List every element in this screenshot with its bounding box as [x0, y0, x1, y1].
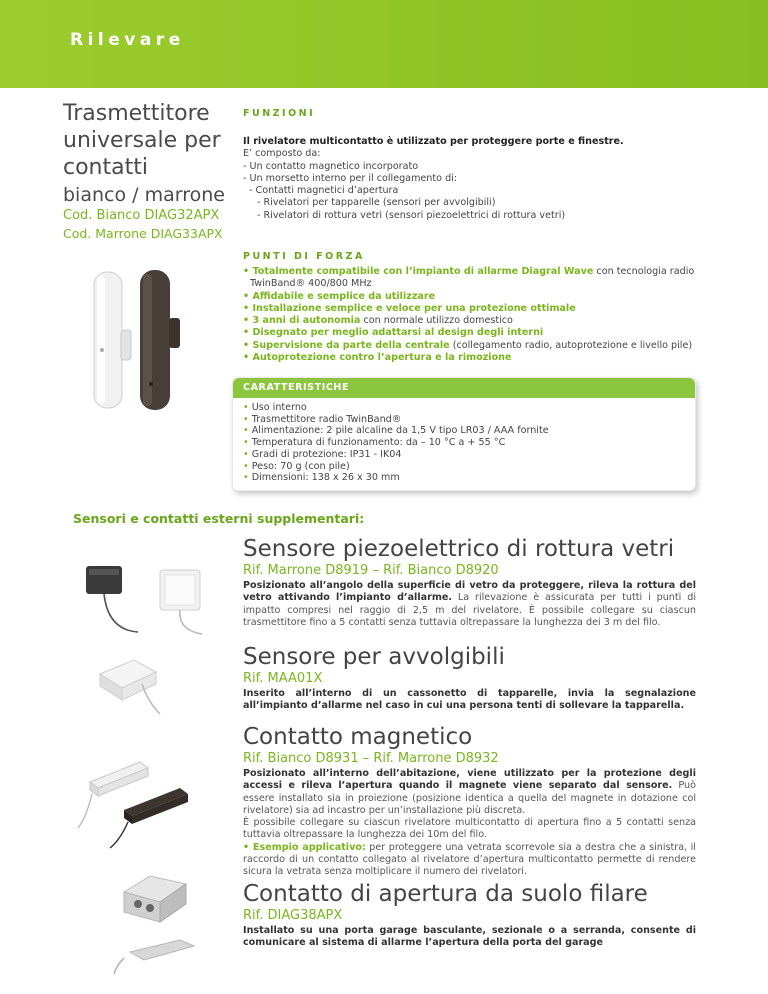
floor-contact-image	[110, 862, 210, 982]
funzioni-heading: FUNZIONI	[243, 108, 316, 119]
sensor-ref: Rif. MAA01X	[243, 671, 323, 686]
magnetic-contact-image	[70, 748, 210, 852]
header-title: Rilevare	[70, 30, 185, 50]
product-title	[63, 100, 243, 209]
punti-forza-item: • Affidabile e semplice da utilizzare	[243, 290, 436, 302]
sensor-title: Contatto di apertura da suolo filare	[243, 881, 648, 907]
punti-forza-item: • 3 anni di autonomia con normale utilizzo domestico	[243, 315, 513, 327]
sensor-title: Sensore per avvolgibili	[243, 644, 505, 670]
caratteristiche-list	[243, 402, 549, 484]
caratteristiche-header	[233, 378, 695, 398]
punti-forza-item: • Totalmente compatibile con l’impianto di allarme Diagral Wave con tecnologia radio TwinBand® 400/800 MHz	[243, 266, 695, 290]
product-title-line: contatti	[63, 155, 148, 180]
external-sensors-heading: Sensori e contatti esterni supplementari:	[73, 511, 365, 526]
funzioni-text	[243, 136, 743, 222]
caratteristiche-item: • Gradi di protezione: IP31 - IK04	[243, 449, 549, 461]
punti-forza-item: • Autoprotezione contro l’apertura e la rimozione	[243, 352, 512, 364]
glass-break-sensor-image	[78, 560, 218, 638]
sensor-ref: Rif. Marrone D8919 – Rif. Bianco D8920	[243, 563, 499, 578]
funzioni-line: - Contatti magnetici d’apertura	[249, 185, 399, 197]
sensor-description: Installato su una porta garage basculante, sezionale o a serranda, consente di comunicare al sistema di allarme l’apertura della porta del garage	[243, 925, 696, 949]
funzioni-line: - Un contatto magnetico incorporato	[243, 160, 419, 172]
code-white: Cod. Bianco DIAG32APX	[63, 208, 220, 223]
product-subtitle: bianco / marrone	[63, 184, 225, 206]
product-title-line: Trasmettitore	[63, 101, 210, 126]
sensor-ref: Rif. Bianco D8931 – Rif. Marrone D8932	[243, 751, 499, 766]
caratteristiche-item: • Alimentazione: 2 pile alcaline da 1,5 V tipo LR03 / AAA fornite	[243, 425, 549, 437]
sensor-description: Posizionato all’angolo della superficie di vetro da proteggere, rileva la rottura del vetro attivando l’impianto d’allarme. La rilevazione è assicurata per tutti i punti di impatto compresi nel raggio di 2,5 m del rivelatore. È possibile collegare su ciascun trasmettitore fino a 5 contatti senza tuttavia oltrepassare la lunghezza dei 3 m del filo.	[243, 580, 696, 628]
caratteristiche-item: • Trasmettitore radio TwinBand®	[243, 414, 549, 426]
sensor-title: Sensore piezoelettrico di rottura vetri	[243, 536, 675, 562]
sensor-title: Contatto magnetico	[243, 724, 473, 750]
caratteristiche-item: • Temperatura di funzionamento: da – 10 °C a + 55 °C	[243, 437, 549, 449]
punti-forza-heading: PUNTI DI FORZA	[243, 251, 365, 262]
punti-forza-list	[243, 266, 713, 364]
caratteristiche-heading: CARATTERISTICHE	[243, 382, 350, 393]
product-title-line: universale per	[63, 128, 221, 153]
sensor-description: Inserito all’interno di un cassonetto di tapparelle, invia la segnalazione all’impianto d’allarme nel caso in cui una persona tenti di sollevare la tapparella.	[243, 688, 696, 712]
funzioni-line: - Rivelatori per tapparelle (sensori per avvolgibili)	[257, 197, 496, 209]
caratteristiche-item: • Uso interno	[243, 402, 549, 414]
punti-forza-item: • Disegnato per meglio adattarsi al design degli interni	[243, 327, 544, 339]
caratteristiche-box	[232, 377, 696, 491]
funzioni-line: E’ composto da:	[243, 148, 321, 160]
caratteristiche-item: • Peso: 70 g (con pile)	[243, 461, 549, 473]
shutter-sensor-image	[90, 652, 170, 718]
punti-forza-item: • Installazione semplice e veloce per una protezione ottimale	[243, 302, 576, 314]
sensor-ref: Rif. DIAG38APX	[243, 908, 343, 923]
transmitters-image	[88, 268, 200, 416]
page-header	[0, 0, 768, 88]
sensor-description: Posizionato all’interno dell’abitazione, viene utilizzato per la protezione degli accessi e rileva l’apertura quando il magnete viene separato dal sensore. Può essere installato sia in proiezione (posizione identica a quella del magnete in dotazione col rivelatore) sia ad incastro per un’installazione più discreta. È possibile collegare su ciascun rivelatore multicontatto di apertura fino a 5 contatti senza tuttavia oltrepassare la lunghezza dei 10m del filo. • Esempio applicativo: per proteggere una vetrata scorrevole sia a destra che a sinistra, il raccordo di un contatto collegato al rivelatore d’apertura multicontatto permette di rendere sicura la vetrata senza moltiplicare il numero dei rivelatori.	[243, 768, 696, 878]
funzioni-line: - Un morsetto interno per il collegamento di:	[243, 172, 458, 184]
funzioni-intro: Il rivelatore multicontatto è utilizzato per proteggere porte e finestre.	[243, 136, 624, 147]
punti-forza-item: • Supervisione da parte della centrale (collegamento radio, autoprotezione e livello pile)	[243, 339, 693, 351]
funzioni-line: - Rivelatori di rottura vetri (sensori piezoelettrici di rottura vetri)	[257, 209, 566, 221]
caratteristiche-item: • Dimensioni: 138 x 26 x 30 mm	[243, 472, 549, 484]
code-brown: Cod. Marrone DIAG33APX	[63, 226, 223, 241]
